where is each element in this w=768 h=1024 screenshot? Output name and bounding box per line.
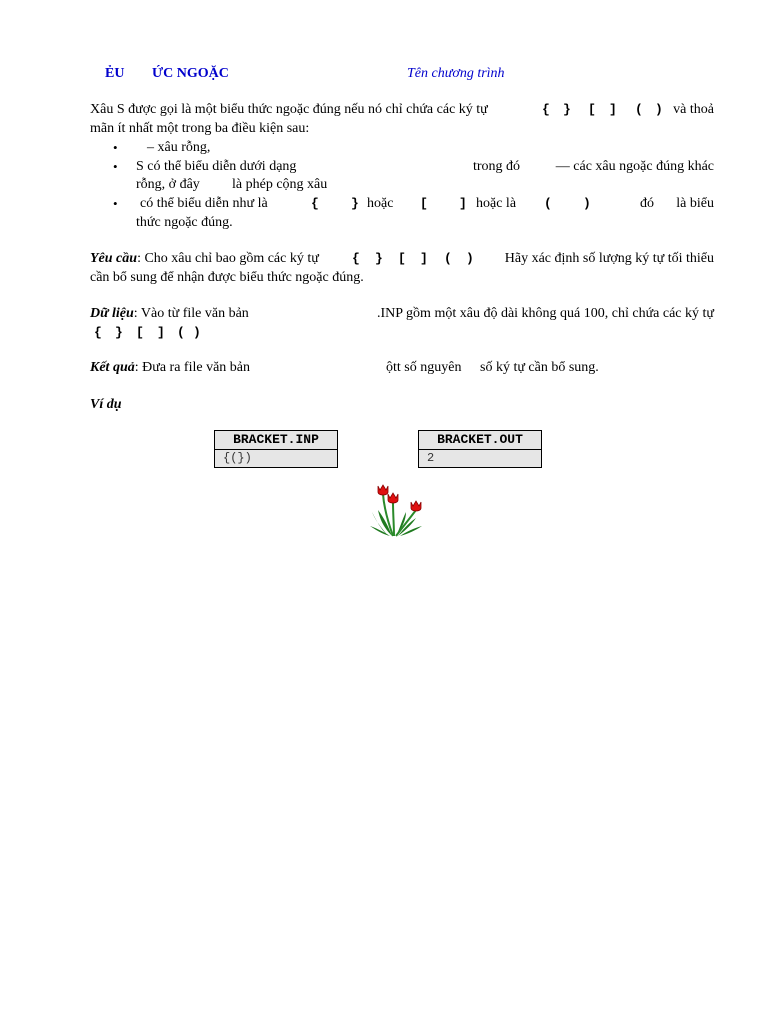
output-body: : Đưa ra file văn bản <box>134 360 250 375</box>
bracket-char: [ <box>420 196 428 211</box>
condition-3-text: hoặc <box>367 196 394 211</box>
requirement-text <box>90 249 319 268</box>
condition-1-text: – xâu rỗng, <box>147 140 211 155</box>
example-label: Ví dụ <box>90 397 122 412</box>
problem-title-part1: ẺU <box>105 66 125 81</box>
bracket-char: [ <box>588 102 596 117</box>
bullet-icon: • <box>113 196 118 211</box>
condition-2-text: trong đó <box>473 159 521 174</box>
bracket-char: { <box>94 325 102 340</box>
output-label: Kết quả <box>90 360 135 375</box>
bracket-char: { <box>542 102 550 117</box>
bullet-icon: • <box>113 159 118 174</box>
requirement-text-end: Hãy xác định số lượng ký tự tối thiểu <box>504 251 714 266</box>
input-body: : Vào từ file văn bản <box>133 306 249 321</box>
requirement-text-line2: cần bổ sung để nhận được biểu thức ngoặc đúng. <box>90 270 364 285</box>
bracket-char: ] <box>459 196 467 211</box>
requirement-label: Yêu cầu <box>90 251 138 266</box>
output-text <box>90 358 250 377</box>
condition-3-text: có thể biểu diễn như là <box>140 196 268 211</box>
input-file-name: BRACKET.INP <box>215 431 337 450</box>
bracket-char: ] <box>609 102 617 117</box>
bracket-char: [ <box>136 325 144 340</box>
bracket-char: ] <box>420 251 428 266</box>
input-text-end: .INP gồm một xâu độ dài không quá 100, chỉ chứa các ký tự <box>377 306 714 321</box>
bracket-char: ( <box>635 102 643 117</box>
problem-title-part2: ỨC NGOẶC <box>152 66 229 81</box>
bracket-char: } <box>351 196 359 211</box>
bracket-char: ) <box>193 325 201 340</box>
bracket-char: { <box>352 251 360 266</box>
program-name: Tên chương trình <box>407 66 505 81</box>
example-input-table <box>214 430 338 468</box>
output-file-name: BRACKET.OUT <box>419 431 541 450</box>
condition-3-text: là biểu <box>676 196 714 211</box>
condition-3-text: đó <box>640 196 654 211</box>
bracket-char: ( <box>544 196 552 211</box>
intro-text-line2: mãn ít nhất một trong ba điều kiện sau: <box>90 121 310 136</box>
bracket-char: ( <box>444 251 452 266</box>
bracket-char: ( <box>177 325 185 340</box>
output-text-end: số ký tự cần bổ sung. <box>480 360 599 375</box>
intro-text-end: và thoả <box>673 102 714 117</box>
condition-3-text: hoặc là <box>476 196 517 211</box>
tulip-flowers-image <box>366 482 430 540</box>
bracket-char: } <box>375 251 383 266</box>
output-file-content: 2 <box>427 451 435 465</box>
bracket-char: ) <box>466 251 474 266</box>
bracket-char: ) <box>655 102 663 117</box>
condition-2-text: S có thể biểu diễn dưới dạng <box>136 159 297 174</box>
bracket-char: ) <box>583 196 591 211</box>
requirement-body: : Cho xâu chỉ bao gồm các ký tự <box>137 251 319 266</box>
input-text <box>90 304 249 323</box>
bracket-char: ] <box>157 325 165 340</box>
bracket-char: } <box>115 325 123 340</box>
bullet-icon: • <box>113 140 118 155</box>
example-output-table <box>418 430 542 468</box>
bracket-char: { <box>311 196 319 211</box>
bracket-char: [ <box>398 251 406 266</box>
output-text-mid: ộtt số nguyên <box>386 360 462 375</box>
condition-2-text: rỗng, ở đây <box>136 177 200 192</box>
condition-2-text: — các xâu ngoặc đúng khác <box>555 159 714 174</box>
condition-3-text: thức ngoặc đúng. <box>136 215 233 230</box>
intro-text: Xâu S được gọi là một biểu thức ngoặc đúng nếu nó chỉ chứa các ký tự <box>90 102 488 117</box>
condition-2-text: là phép cộng xâu <box>232 177 328 192</box>
bracket-char: } <box>563 102 571 117</box>
input-label: Dữ liệu <box>90 306 134 321</box>
input-file-content: {(}) <box>223 451 252 465</box>
